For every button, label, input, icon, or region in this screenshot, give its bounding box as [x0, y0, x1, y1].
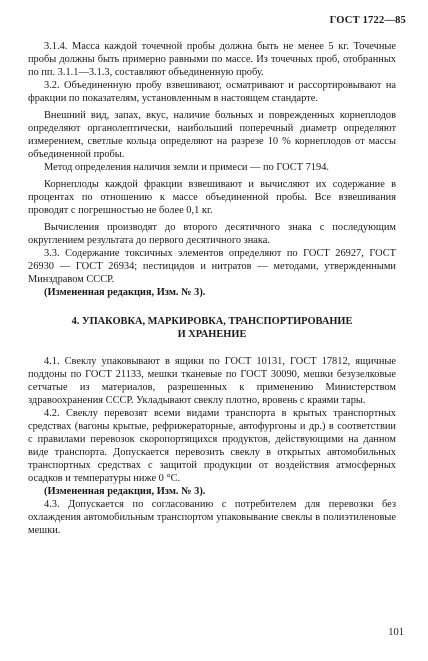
section-title-line-2: И ХРАНЕНИЕ — [177, 329, 247, 340]
paragraph-3-1-4: 3.1.4. Масса каждой точечной пробы должна быть не менее 5 кг. Точечные пробы должны быть примерно равными по массе. Из точечных проб, отобранных по пп. 3.1.1—3.1.3, составляют объединенную пробу. — [28, 41, 396, 78]
section-4-title — [28, 315, 396, 341]
paragraph-4-2: 4.2. Свеклу перевозят всеми видами транспорта в крытых транспортных средствах (вагоны крытые, рефрижераторные, автофургоны и др.) в соответствии с правилами перевозок скоропортящихся продуктов, действующими на данном виде транспорта. Допускается перевозить свеклу в открытых автомобильных транспортных средствах с защитой продукции от воздействия атмосферных осадков и температуры ниже 0 °С. — [28, 408, 396, 484]
paragraph-4-3: 4.3. Допускается по согласованию с потребителем для перевозки без охлаждения автомобильным транспортом упаковывание свеклы в полиэтиленовые мешки. — [28, 499, 396, 536]
paragraph-4-1: 4.1. Свеклу упаковывают в ящики по ГОСТ 10131, ГОСТ 17812, ящичные поддоны по ГОСТ 21133, мешки тканевые по ГОСТ 30090, мешки безузелковые сетчатые из материалов, разрешенных к применению Министерством здравоохранения СССР. Укладывают свеклу плотно, вровень с краями тары. — [28, 356, 396, 406]
paragraph-3-3: 3.3. Содержание токсичных элементов определяют по ГОСТ 26927, ГОСТ 26930 — ГОСТ 26934; пестицидов и нитратов — методами, утвержденными Минздравом СССР. — [28, 248, 396, 285]
paragraph-calculations: Вычисления производят до второго десятичного знака с последующим округлением результата до первого десятичного знака. — [28, 222, 396, 246]
section-title-line-1: 4. УПАКОВКА, МАРКИРОВКА, ТРАНСПОРТИРОВАНИЕ — [71, 316, 353, 327]
page-number: 101 — [388, 627, 404, 638]
amendment-note-2: (Измененная редакция, Изм. № 3). — [44, 486, 206, 497]
paragraph-soil-method: Метод определения наличия земли и примеси — по ГОСТ 7194. — [44, 162, 329, 173]
paragraph-3-2: 3.2. Объединенную пробу взвешивают, осматривают и рассортировывают на фракции по показателям, установленным в настоящем стандарте. — [28, 80, 396, 104]
paragraph-weighing: Корнеплоды каждой фракции взвешивают и вычисляют их содержание в процентах по отношению к массе объединенной пробы. Все взвешивания проводят с погрешностью не более 0,1 кг. — [28, 179, 396, 216]
document-body — [28, 40, 396, 537]
paragraph-appearance: Внешний вид, запах, вкус, наличие больных и поврежденных корнеплодов определяют органолептически, наибольший поперечный диаметр определяют измерением, светлые кольца определяют на разрезе 10 % корнеплодов от массы объединенной пробы. — [28, 110, 396, 160]
document-header: ГОСТ 1722—85 — [329, 15, 406, 26]
amendment-note-1: (Измененная редакция, Изм. № 3). — [44, 287, 206, 298]
